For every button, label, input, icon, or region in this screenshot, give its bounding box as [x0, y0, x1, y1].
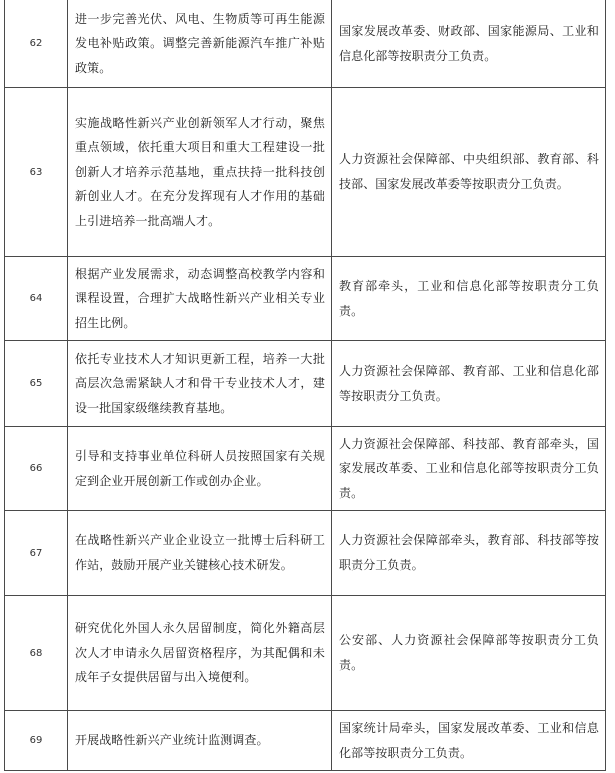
- task-description: 在战略性新兴产业企业设立一批博士后科研工作站，鼓励开展产业关键核心技术研发。: [68, 511, 332, 596]
- table-row: [5, 596, 606, 711]
- table-row: [5, 427, 606, 511]
- task-description: 开展战略性新兴产业统计监测调查。: [68, 711, 332, 771]
- table-row: [5, 711, 606, 771]
- table-row: [5, 511, 606, 596]
- row-number: 66: [5, 427, 68, 511]
- row-number: 63: [5, 88, 68, 257]
- policy-task-table: [4, 0, 606, 771]
- table-row: [5, 0, 606, 88]
- responsible-departments: 公安部、人力资源社会保障部等按职责分工负责。: [332, 596, 606, 711]
- row-number: 65: [5, 341, 68, 427]
- task-description: 根据产业发展需求，动态调整高校教学内容和课程设置，合理扩大战略性新兴产业相关专业招生比例。: [68, 257, 332, 341]
- row-number: 69: [5, 711, 68, 771]
- task-description: 实施战略性新兴产业创新领军人才行动，聚焦重点领域，依托重大项目和重大工程建设一批创新人才培养示范基地，重点扶持一批科技创新创业人才。在充分发挥现有人才作用的基础上引进培养一批高端人才。: [68, 88, 332, 257]
- task-description: 引导和支持事业单位科研人员按照国家有关规定到企业开展创新工作或创办企业。: [68, 427, 332, 511]
- responsible-departments: 人力资源社会保障部、教育部、工业和信息化部等按职责分工负责。: [332, 341, 606, 427]
- responsible-departments: 国家发展改革委、财政部、国家能源局、工业和信息化部等按职责分工负责。: [332, 0, 606, 88]
- table-row: [5, 257, 606, 341]
- responsible-departments: 人力资源社会保障部、中央组织部、教育部、科技部、国家发展改革委等按职责分工负责。: [332, 88, 606, 257]
- table-row: [5, 341, 606, 427]
- task-description: 进一步完善光伏、风电、生物质等可再生能源发电补贴政策。调整完善新能源汽车推广补贴政策。: [68, 0, 332, 88]
- responsible-departments: 人力资源社会保障部、科技部、教育部牵头，国家发展改革委、工业和信息化部等按职责分工负责。: [332, 427, 606, 511]
- responsible-departments: 人力资源社会保障部牵头，教育部、科技部等按职责分工负责。: [332, 511, 606, 596]
- responsible-departments: 教育部牵头，工业和信息化部等按职责分工负责。: [332, 257, 606, 341]
- row-number: 68: [5, 596, 68, 711]
- row-number: 64: [5, 257, 68, 341]
- row-number: 62: [5, 0, 68, 88]
- task-description: 研究优化外国人永久居留制度，简化外籍高层次人才申请永久居留资格程序，为其配偶和未成年子女提供居留与出入境便利。: [68, 596, 332, 711]
- task-description: 依托专业技术人才知识更新工程，培养一大批高层次急需紧缺人才和骨干专业技术人才，建设一批国家级继续教育基地。: [68, 341, 332, 427]
- responsible-departments: 国家统计局牵头，国家发展改革委、工业和信息化部等按职责分工负责。: [332, 711, 606, 771]
- row-number: 67: [5, 511, 68, 596]
- table-row: [5, 88, 606, 257]
